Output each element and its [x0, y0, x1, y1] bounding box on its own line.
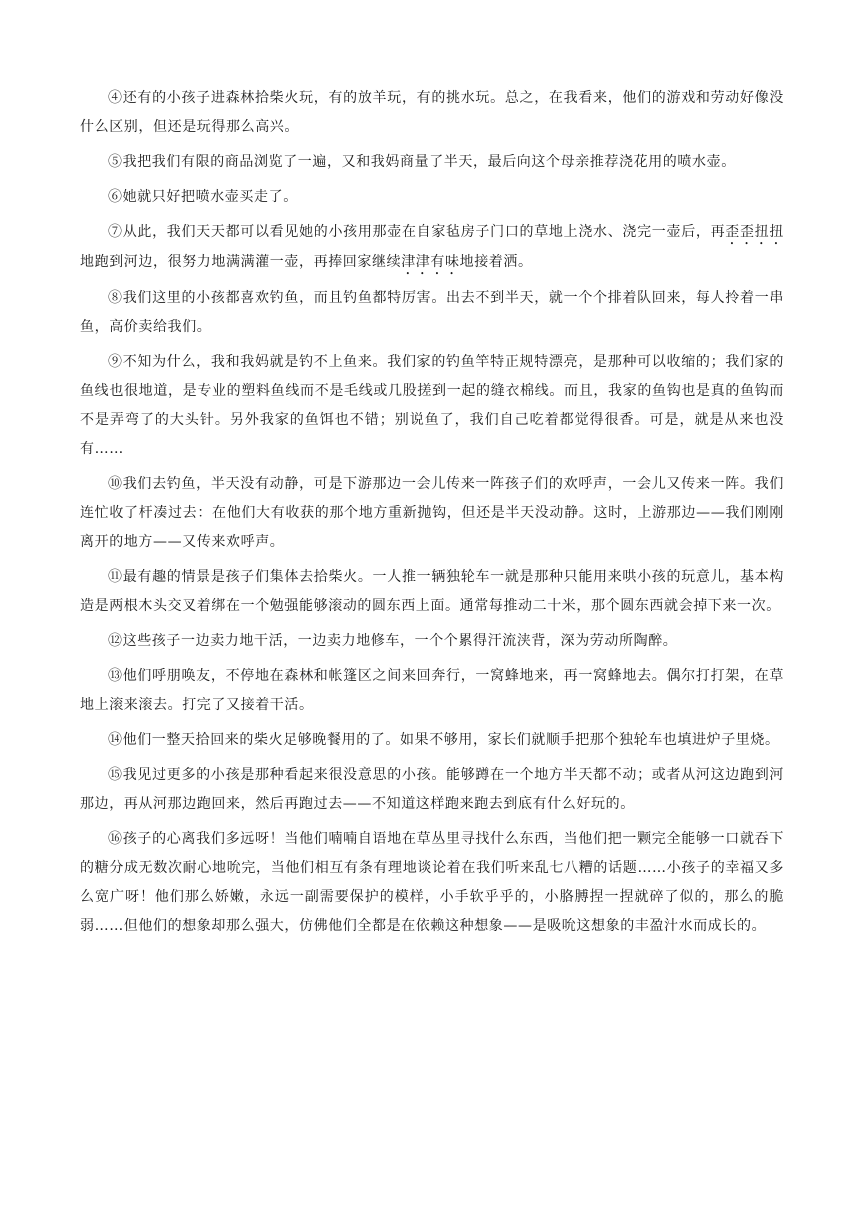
- paragraph-11: ⑪最有趣的情景是孩子们集体去拾柴火。一人推一辆独轮车一就是那种只能用来哄小孩的玩意儿，基本构造是两根木头交叉着绑在一个勉强能够滚动的圆东西上面。通常每推动二十米，那个圆东西就会掉下来一次。: [80, 569, 784, 614]
- paragraph-12: ⑫这些孩子一边卖力地干活，一边卖力地修车，一个个累得汗流浃背，深为劳动所陶醉。: [108, 633, 678, 649]
- paragraph-7: [80, 218, 784, 278]
- paragraph-5: ⑤我把我们有限的商品浏览了一遍，又和我妈商量了半天，最后向这个母亲推荐浇花用的喷水壶。: [108, 154, 736, 170]
- emphasized-phrase-2: 津津有味: [401, 254, 460, 270]
- paragraph-16: ⑯孩子的心离我们多远呀！当他们喃喃自语地在草丛里寻找什么东西，当他们把一颗完全能够一口就吞下的糖分成无数次耐心地吮完，当他们相互有条有理地谈论着在我们听来乱七八糟的话题……小孩子的幸福又多么宽广呀！他们那么娇嫩，永远一副需要保护的模样，小手软乎乎的，小胳膊捏一捏就碎了似的，那么的脆弱……但他们的想象却那么强大，仿佛他们全都是在依赖这种想象——是吸吮这想象的丰盈汁水而成长的。: [80, 831, 784, 934]
- paragraph-7-text-c: 地接着洒。: [459, 254, 533, 270]
- paragraph-10: ⑩我们去钓鱼，半天没有动静，可是下游那边一会儿传来一阵孩子们的欢呼声，一会儿又传来一阵。我们连忙收了杆凑过去：在他们大有收获的那个地方重新抛钩，但还是半天没动静。这时，上游那边——我们刚刚离开的地方——又传来欢呼声。: [80, 476, 784, 550]
- document-page: [80, 84, 784, 947]
- emphasized-phrase-1: 歪歪扭扭: [725, 224, 784, 240]
- paragraph-8: ⑧我们这里的小孩都喜欢钓鱼，而且钓鱼都特厉害。出去不到半天，就一个个排着队回来，每人拎着一串鱼，高价卖给我们。: [80, 290, 784, 335]
- paragraph-15: ⑮我见过更多的小孩是那种看起来很没意思的小孩。能够蹲在一个地方半天都不动；或者从河这边跑到河那边，再从河那边跑回来，然后再跑过去——不知道这样跑来跑去到底有什么好玩的。: [80, 767, 784, 812]
- paragraph-7-text-b: 地跑到河边，很努力地满满灌一壶，再捧回家继续: [80, 254, 402, 270]
- paragraph-13: ⑬他们呼朋唤友，不停地在森林和帐篷区之间来回奔行，一窝蜂地来，再一窝蜂地去。偶尔打打架，在草地上滚来滚去。打完了又接着干活。: [80, 668, 784, 713]
- paragraph-6: ⑥她就只好把喷水壶买走了。: [108, 189, 298, 205]
- paragraph-4: ④还有的小孩子进森林拾柴火玩，有的放羊玩，有的挑水玩。总之，在我看来，他们的游戏和劳动好像没什么区别，但还是玩得那么高兴。: [80, 90, 784, 135]
- paragraph-14: ⑭他们一整天拾回来的柴火足够晚餐用的了。如果不够用，家长们就顺手把那个独轮车也填进炉子里烧。: [108, 732, 780, 748]
- paragraph-7-text-a: ⑦从此，我们天天都可以看见她的小孩用那壶在自家毡房子门口的草地上浇水、浇完一壶后，再: [108, 224, 726, 240]
- paragraph-9: ⑨不知为什么，我和我妈就是钓不上鱼来。我们家的钓鱼竿特正规特漂亮，是那种可以收缩的；我们家的鱼线也很地道，是专业的塑料鱼线而不是毛线或几股搓到一起的缝衣棉线。而且，我家的鱼钩也是真的鱼钩而不是弄弯了的大头针。另外我家的鱼饵也不错；别说鱼了，我们自己吃着都觉得很香。可是，就是从来也没有……: [80, 354, 784, 457]
